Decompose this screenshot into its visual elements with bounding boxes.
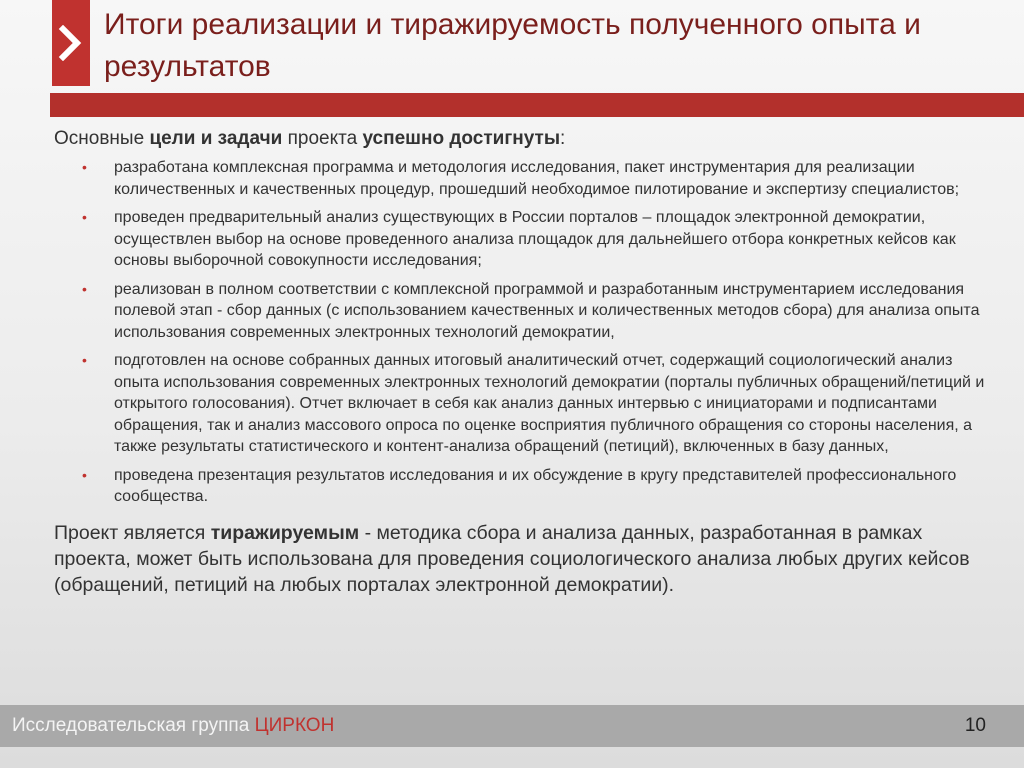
list-item-text: подготовлен на основе собранных данных итоговый аналитический отчет, содержащий социологический анализ опыта использования современных электронных технологий демократии (порталы публичных обращений/петиций и открытого голосования). Отчет включает в себя как анализ данных интервью с инициаторами и подписантами обращения, так и анализ массового опроса по оценке восприятия публичного обращения со стороны населения, а также результаты статистического и контент-анализа обращений (петиций), включенных в базу данных,	[114, 352, 985, 455]
closing-bold-replicable: тиражируемым	[210, 521, 360, 544]
footer-org-text: Исследовательская группа	[12, 715, 255, 736]
closing-paragraph	[54, 520, 999, 598]
slide-content	[54, 126, 999, 598]
bullet-icon: •	[82, 159, 87, 175]
footer-brand-name: ЦИРКОН	[254, 715, 335, 736]
list-item	[54, 279, 999, 344]
intro-text-2: проекта	[282, 128, 363, 149]
list-item-text: проведен предварительный анализ существующих в России порталов – площадок электронной демократии, осуществлен выбор на основе проведенного анализа площадок для дальнейшего отбора конкретных кейсов как основы выборочной совокупности исследования;	[114, 209, 956, 269]
list-item	[54, 350, 999, 458]
bullet-icon: •	[82, 209, 87, 225]
intro-text-1: Основные	[54, 128, 150, 149]
list-item-text: реализован в полном соответствии с комплексной программой и разработанным инструментарием исследования полевой этап - сбор данных (с использованием качественных и количественных методов сбора) для анализа опыта использования современных электронных технологий демократии,	[114, 280, 980, 341]
list-item	[54, 157, 999, 200]
intro-bold-achieved: успешно достигнуты	[362, 128, 561, 149]
footer-bar	[0, 705, 1024, 747]
bullet-icon: •	[82, 352, 87, 368]
page-number: 10	[964, 715, 986, 736]
results-list	[54, 157, 999, 508]
intro-bold-goals: цели и задачи	[149, 128, 283, 149]
footer-organization	[12, 705, 334, 747]
list-item-text: разработана комплексная программа и методология исследования, пакет инструментария для реализации количественных и качественных процедур, прошедший необходимое пилотирование и экспертизу специалистов;	[114, 159, 960, 198]
title-divider-bar	[50, 93, 1024, 117]
closing-text-1: Проект является	[54, 521, 211, 544]
closing-text-2: - методика сбора и анализа данных, разработанная в рамках проекта, может быть использована для проведения социологического анализа любых других кейсов (обращений, петиций на любых порталах электронной демократии).	[54, 521, 970, 596]
list-item-text: проведена презентация результатов исследования и их обсуждение в кругу представителей профессионального сообщества.	[114, 466, 957, 505]
intro-paragraph	[54, 126, 999, 151]
intro-text-3: :	[560, 128, 566, 149]
bullet-icon: •	[82, 280, 87, 297]
list-item	[54, 207, 999, 272]
list-item	[54, 465, 999, 508]
chevron-right-icon	[52, 0, 90, 86]
slide-title: Итоги реализации и тиражируемость полученного опыта и результатов	[104, 8, 921, 83]
bullet-icon: •	[82, 466, 87, 483]
